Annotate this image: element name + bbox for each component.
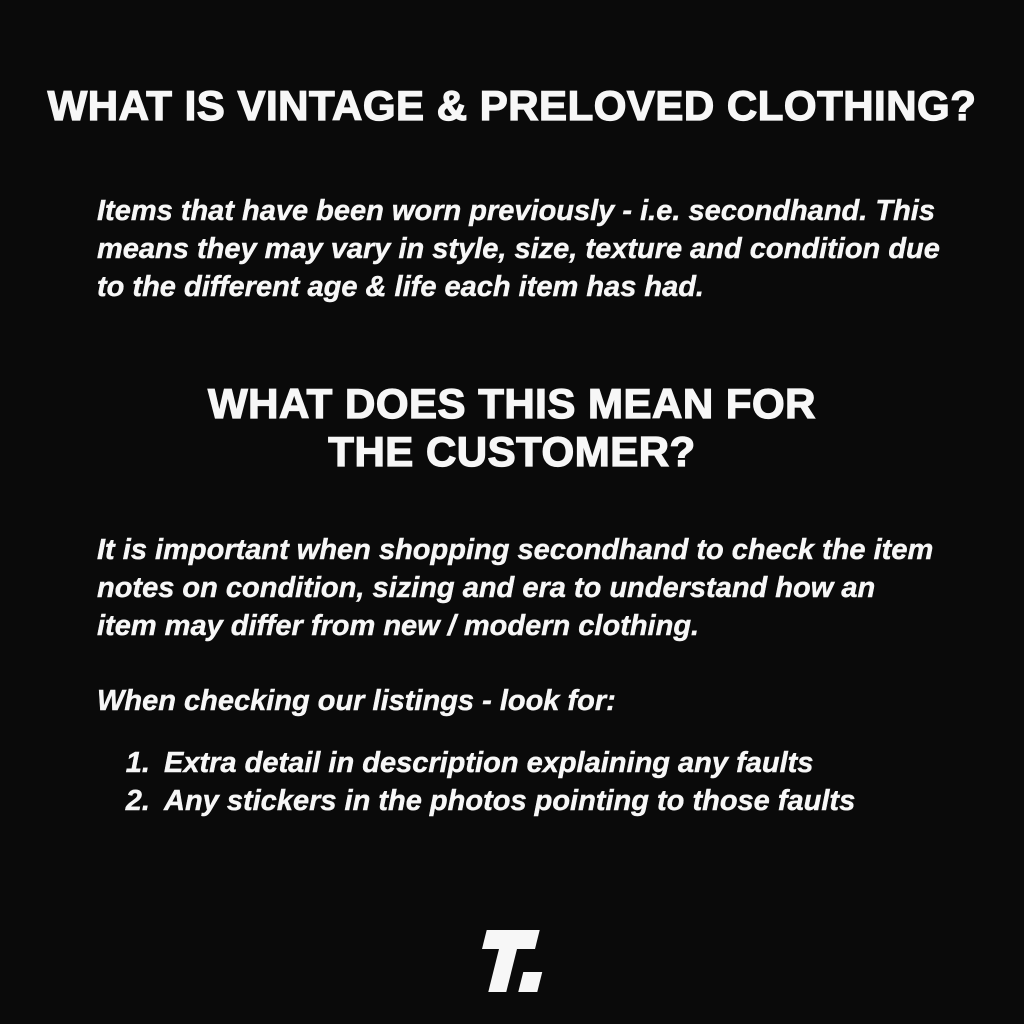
list-item: 2. Any stickers in the photos pointing to those faults [158,782,940,820]
logo-period-shape [518,972,542,992]
advice-paragraph: It is important when shopping secondhand to check the item notes on condition, sizing and era to understand how an item may differ from new / modern clothing. [97,534,934,642]
listings-intro-line: When checking our listings - look for: [97,685,616,717]
listing-checks-list [124,744,940,820]
intro-paragraph: Items that have been worn previously - i.e. secondhand. This means they may vary in style, size, texture and condition due to the different age & life each item has had. [97,195,940,303]
primary-heading: WHAT IS VINTAGE & PRELOVED CLOTHING? [47,82,977,129]
list-item: 1. Extra detail in description explaining any faults [158,744,940,782]
brand-logo-t [471,930,552,992]
secondary-heading: WHAT DOES THIS MEAN FOR THE CUSTOMER? [207,380,817,475]
